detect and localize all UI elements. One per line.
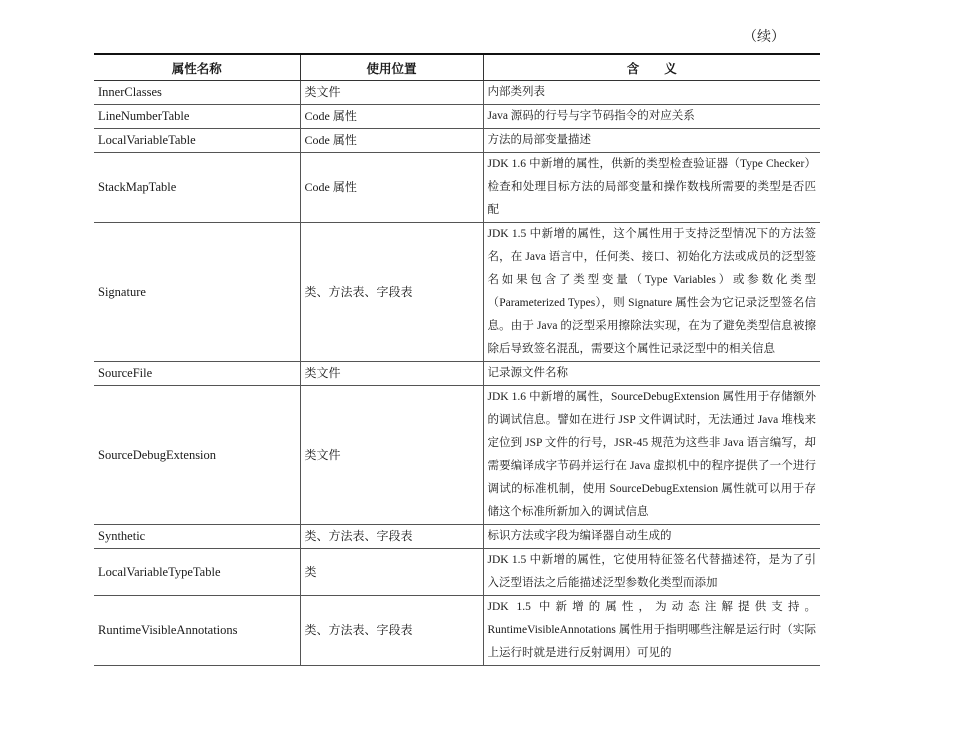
cell-name: StackMapTable <box>94 153 300 223</box>
cell-meaning: 记录源文件名称 <box>483 362 820 386</box>
table-row <box>94 596 820 666</box>
table-row <box>94 105 820 129</box>
table-header-row <box>94 54 820 81</box>
cell-location: Code 属性 <box>300 153 483 223</box>
table-row <box>94 153 820 223</box>
table-row <box>94 362 820 386</box>
cell-location: Code 属性 <box>300 129 483 153</box>
cell-location: 类文件 <box>300 81 483 105</box>
cell-location: 类文件 <box>300 362 483 386</box>
cell-meaning: JDK 1.5 中新增的属性，它使用特征签名代替描述符，是为了引入泛型语法之后能描述泛型参数化类型而添加 <box>483 549 820 596</box>
cell-meaning: JDK 1.5 中新增的属性，这个属性用于支持泛型情况下的方法签名，在 Java 语言中，任何类、接口、初始化方法或成员的泛型签名如果包含了类型变量（Type Variables）或参数化类型（Parameterized Types），则 Signature 属性会为它记录泛型签名信息。由于 Java 的泛型采用擦除法实现，在为了避免类型信息被擦除后导致签名混乱，需要这个属性记录泛型中的相关信息 <box>483 223 820 362</box>
table-row <box>94 386 820 525</box>
table-row <box>94 223 820 362</box>
table-row <box>94 549 820 596</box>
cell-location: Code 属性 <box>300 105 483 129</box>
cell-meaning: JDK 1.5 中新增的属性，为动态注解提供支持。RuntimeVisibleAnnotations 属性用于指明哪些注解是运行时（实际上运行时就是进行反射调用）可见的 <box>483 596 820 666</box>
cell-name: LocalVariableTypeTable <box>94 549 300 596</box>
header-meaning: 含 义 <box>483 54 820 81</box>
cell-name: RuntimeVisibleAnnotations <box>94 596 300 666</box>
cell-name: InnerClasses <box>94 81 300 105</box>
cell-name: LocalVariableTable <box>94 129 300 153</box>
continued-label: （续） <box>743 29 785 45</box>
cell-meaning: 标识方法或字段为编译器自动生成的 <box>483 525 820 549</box>
header-attribute-name: 属性名称 <box>94 54 300 81</box>
table-row <box>94 525 820 549</box>
cell-name: Synthetic <box>94 525 300 549</box>
table-row <box>94 81 820 105</box>
cell-name: LineNumberTable <box>94 105 300 129</box>
cell-location: 类、方法表、字段表 <box>300 223 483 362</box>
cell-location: 类、方法表、字段表 <box>300 596 483 666</box>
cell-name: SourceDebugExtension <box>94 386 300 525</box>
cell-meaning: Java 源码的行号与字节码指令的对应关系 <box>483 105 820 129</box>
cell-location: 类文件 <box>300 386 483 525</box>
cell-name: Signature <box>94 223 300 362</box>
cell-location: 类 <box>300 549 483 596</box>
cell-name: SourceFile <box>94 362 300 386</box>
table-row <box>94 129 820 153</box>
header-usage-location: 使用位置 <box>300 54 483 81</box>
cell-meaning: JDK 1.6 中新增的属性，SourceDebugExtension 属性用于存储额外的调试信息。譬如在进行 JSP 文件调试时，无法通过 Java 堆栈来定位到 JSP 文件的行号，JSR-45 规范为这些非 Java 语言编写，却需要编译成字节码并运行在 Java 虚拟机中的程序提供了一个进行调试的标准机制，使用 SourceDebugExtension 属性就可以用于存储这个标准所新加入的调试信息 <box>483 386 820 525</box>
cell-meaning: 方法的局部变量描述 <box>483 129 820 153</box>
cell-meaning: 内部类列表 <box>483 81 820 105</box>
cell-location: 类、方法表、字段表 <box>300 525 483 549</box>
cell-meaning: JDK 1.6 中新增的属性，供新的类型检查验证器（Type Checker）检查和处理目标方法的局部变量和操作数栈所需要的类型是否匹配 <box>483 153 820 223</box>
attribute-table <box>94 53 820 666</box>
